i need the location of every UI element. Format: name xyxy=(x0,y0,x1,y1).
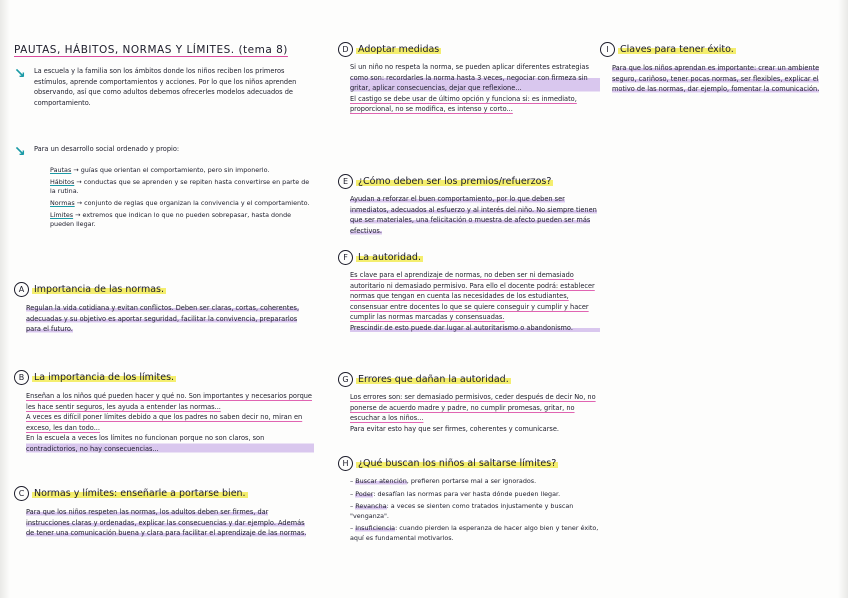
section-letter: C xyxy=(14,486,29,501)
list-item: – Poder: desafían las normas para ver hasta dónde pueden llegar. xyxy=(350,489,561,498)
section-h-heading: H ¿Qué buscan los niños al saltarse límites? xyxy=(338,456,600,471)
section-a-heading: A Importancia de las normas. xyxy=(14,282,314,297)
section-letter: E xyxy=(338,174,353,189)
section-a-body: Regulan la vida cotidiana y evitan conflictos. Deben ser claras, cortas, coherentes, adecuadas y su objetivo es aportar seguridad, facilitar la convivencia, prepararlos para el futuro. xyxy=(26,304,300,333)
section-h-list xyxy=(338,477,600,543)
section-d-heading: D Adoptar medidas xyxy=(338,42,600,57)
section-letter: I xyxy=(600,42,615,57)
section-letter: A xyxy=(14,282,29,297)
section-letter: G xyxy=(338,372,353,387)
section-f-heading: F La autoridad. xyxy=(338,250,600,265)
section-d-body: Si un niño no respeta la norma, se pueden aplicar diferentes estrategias como son: recordarles la norma hasta 3 veces, negociar con firmeza sin gritar, aplicar consecuencias, dejar que reflexione... El castigo se debe usar de último opción y funciona si: es inmediato, proporcional, no se modifica, es intenso y corto... xyxy=(338,62,600,115)
section-e-heading: E ¿Cómo deben ser los premios/refuerzos? xyxy=(338,174,600,189)
section-b-heading: B La importancia de los límites. xyxy=(14,370,314,385)
intro-paragraph: La escuela y la familia son los ámbitos donde los niños reciben los primeros estímulos, aprende comportamientos y acciones. Por lo que los niños aprenden observando, así que como adultos debemos ofrecerles modelos adecuados de comportamiento. xyxy=(34,67,297,107)
section-i-body: Para que los niños aprendan es importante: crear un ambiente seguro, cariñoso, tener pocas normas, ser flexibles, explicar el motivo de las normas, dar ejemplo, fomentar la comunicación. xyxy=(612,64,820,93)
list-item: – Revancha: a veces se sienten como tratados injustamente y buscan "venganza". xyxy=(350,502,574,520)
page-title: PAUTAS, HÁBITOS, NORMAS Y LÍMITES. (tema 8) xyxy=(14,44,288,56)
section-c-heading: C Normas y límites: enseñarle a portarse bien. xyxy=(14,486,314,501)
section-letter: H xyxy=(338,456,353,471)
list-item: Normas → conjunto de reglas que organizan la convivencia y el comportamiento. xyxy=(50,199,310,207)
section-e-body: Ayudan a reforzar el buen comportamiento, por lo que deben ser inmediatos, adecuados al esfuerzo y al interés del niño. No siempre tienen que ser materiales, una felicitación o muestra de afecto pueden ser más efectivos. xyxy=(350,195,597,235)
list-item: – Buscar atención, prefieren portarse mal a ser ignorados. xyxy=(350,477,537,485)
list-item: Límites → extremos que indican lo que no pueden sobrepasar, hasta donde pueden llegar. xyxy=(50,211,292,228)
page-left-edge xyxy=(0,0,10,598)
section-g-body: Los errores son: ser demasiado permisivos, ceder después de decir No, no ponerse de acuerdo madre y padre, no cumplir promesas, gritar, no escuchar a los niños... Para evitar esto hay que ser firmes, coherentes y comunicarse. xyxy=(350,393,596,433)
page-right-edge xyxy=(838,0,848,598)
list-item: Pautas → guías que orientan el comportamiento, pero sin imponerlo. xyxy=(50,166,270,174)
section-c-body: Para que los niños respeten las normas, los adultos deben ser firmes, dar instrucciones claras y ordenadas, explicar las consecuencias y dar ejemplo. Además de tener una comunicación buena y clara para facilitar el aprendizaje de las normas. xyxy=(26,508,307,537)
list-item: – Insuficiencia: cuando pierden la esperanza de hacer algo bien y tener éxito, aquí es fundamental motivarlos. xyxy=(350,524,599,542)
section-letter: D xyxy=(338,42,353,57)
section-g-heading: G Errores que dañan la autoridad. xyxy=(338,372,600,387)
section-b-body: Enseñan a los niños qué pueden hacer y qué no. Son importantes y necesarios porque les hace sentir seguros, les ayuda a entender las normas... A veces es difícil poner límites debido a que los padres no saben decir no, miran en exceso, les dan todo... En la escuela a veces los límites no funcionan porque no son claros, son contradictorios, no hay consecuencias... xyxy=(14,391,314,454)
section-f-body: Es clave para el aprendizaje de normas, no deben ser ni demasiado autoritario ni demasiado permisivo. Para ello el docente podrá: establecer normas que tengan en cuenta las necesidades de los estudiantes, consensuar entre docentes lo que se quiere conseguir y cumplir y hacer cumplir las normas marcadas y consensuadas. Prescindir de esto puede dar lugar al autoritarismo o abandonismo. xyxy=(338,270,600,333)
concepts-list xyxy=(50,166,314,229)
intro-lead: Para un desarrollo social ordenado y propio: xyxy=(34,145,180,153)
section-letter: B xyxy=(14,370,29,385)
section-i-heading: I Claves para tener éxito. xyxy=(600,42,838,57)
section-letter: F xyxy=(338,250,353,265)
list-item: Hábitos → conductas que se aprenden y se repiten hasta convertirse en parte de la rutina. xyxy=(50,178,310,195)
teal-arrow-icon: ↘ xyxy=(14,144,26,160)
teal-arrow-icon: ↘ xyxy=(14,66,26,82)
